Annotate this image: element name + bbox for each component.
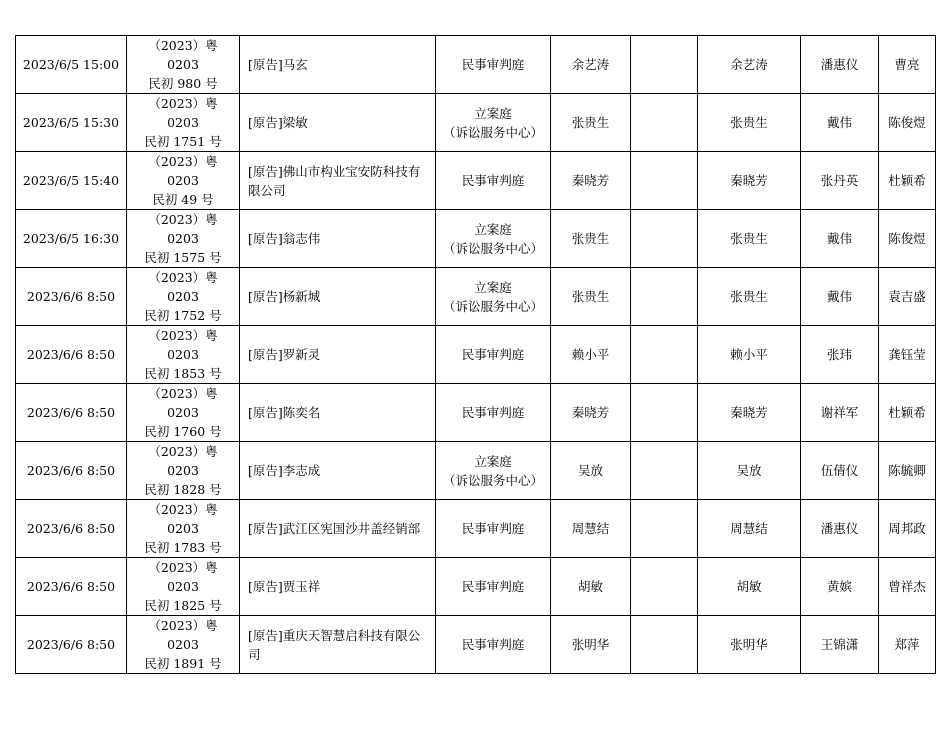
blank-cell xyxy=(631,558,698,616)
clerk-cell xyxy=(879,442,936,500)
table-body xyxy=(16,36,936,674)
presiding-judge-text: 吴放 xyxy=(736,463,762,478)
table-row xyxy=(16,442,936,500)
presiding-judge-cell xyxy=(698,616,801,674)
clerk-text: 杜颖希 xyxy=(888,173,926,188)
presiding-judge-cell xyxy=(698,558,801,616)
table-row xyxy=(16,268,936,326)
hearing-datetime-cell xyxy=(16,500,127,558)
court-cell xyxy=(436,152,551,210)
table-row xyxy=(16,36,936,94)
table-row xyxy=(16,500,936,558)
case-number-suffix: 民初 1751 号 xyxy=(144,134,222,149)
hearing-datetime-cell xyxy=(16,616,127,674)
party-text: [原告]罗新灵 xyxy=(248,347,321,362)
hearing-datetime-text: 2023/6/6 8:50 xyxy=(26,289,116,304)
presiding-judge-cell xyxy=(698,500,801,558)
judge-text: 胡敏 xyxy=(577,579,603,594)
case-number-cell xyxy=(127,326,240,384)
court-name: 民事审判庭 xyxy=(461,173,525,188)
hearing-datetime-text: 2023/6/5 15:40 xyxy=(22,173,120,188)
table-row xyxy=(16,616,936,674)
table-row xyxy=(16,384,936,442)
court-name: 民事审判庭 xyxy=(461,521,525,536)
party-cell xyxy=(240,268,436,326)
table-row xyxy=(16,94,936,152)
clerk-text: 龚钰莹 xyxy=(888,347,926,362)
hearing-datetime-text: 2023/6/6 8:50 xyxy=(26,521,116,536)
case-number-cell xyxy=(127,442,240,500)
blank-cell xyxy=(631,94,698,152)
party-cell xyxy=(240,500,436,558)
panel-member-text: 王锦潇 xyxy=(820,637,859,652)
clerk-text: 杜颖希 xyxy=(888,405,926,420)
clerk-cell xyxy=(879,500,936,558)
panel-member-cell xyxy=(801,616,879,674)
panel-member-text: 戴伟 xyxy=(826,289,852,304)
case-number-suffix: 民初 1891 号 xyxy=(144,656,222,671)
case-number-prefix: （2023）粤 0203 xyxy=(148,444,218,478)
court-name: 民事审判庭 xyxy=(461,347,525,362)
hearing-datetime-cell xyxy=(16,36,127,94)
party-text: [原告]武江区宪国沙井盖经销部 xyxy=(248,521,421,536)
court-cell xyxy=(436,210,551,268)
case-number-cell xyxy=(127,36,240,94)
judge-cell xyxy=(551,326,631,384)
clerk-text: 陈俊煜 xyxy=(888,231,926,246)
judge-cell xyxy=(551,442,631,500)
table-row xyxy=(16,326,936,384)
party-text: [原告]梁敏 xyxy=(248,115,308,130)
clerk-cell xyxy=(879,268,936,326)
clerk-cell xyxy=(879,558,936,616)
party-cell xyxy=(240,210,436,268)
case-number-cell xyxy=(127,94,240,152)
court-name: 民事审判庭 xyxy=(461,637,525,652)
judge-text: 张明华 xyxy=(571,637,610,652)
panel-member-text: 张玮 xyxy=(826,347,852,362)
clerk-cell xyxy=(879,152,936,210)
blank-cell xyxy=(631,500,698,558)
party-text: [原告]李志成 xyxy=(248,463,321,478)
panel-member-cell xyxy=(801,268,879,326)
hearing-datetime-text: 2023/6/6 8:50 xyxy=(26,347,116,362)
presiding-judge-cell xyxy=(698,36,801,94)
judge-text: 赖小平 xyxy=(571,347,610,362)
judge-cell xyxy=(551,558,631,616)
judge-cell xyxy=(551,210,631,268)
party-cell xyxy=(240,326,436,384)
party-cell xyxy=(240,442,436,500)
panel-member-cell xyxy=(801,94,879,152)
court-name: 立案庭 （诉讼服务中心） xyxy=(442,221,543,256)
blank-cell xyxy=(631,36,698,94)
court-cell xyxy=(436,616,551,674)
panel-member-text: 谢祥军 xyxy=(820,405,859,420)
clerk-text: 陈毓卿 xyxy=(888,463,926,478)
hearing-datetime-cell xyxy=(16,268,127,326)
case-number-prefix: （2023）粤 0203 xyxy=(148,38,218,72)
case-number-suffix: 民初 980 号 xyxy=(148,76,218,91)
party-cell xyxy=(240,94,436,152)
court-cell xyxy=(436,326,551,384)
party-cell xyxy=(240,36,436,94)
hearing-schedule-table xyxy=(15,35,936,674)
blank-cell xyxy=(631,210,698,268)
hearing-datetime-text: 2023/6/6 8:50 xyxy=(26,637,116,652)
clerk-cell xyxy=(879,616,936,674)
judge-text: 张贵生 xyxy=(571,289,610,304)
panel-member-cell xyxy=(801,442,879,500)
presiding-judge-text: 张明华 xyxy=(730,637,768,652)
clerk-text: 周邦政 xyxy=(888,521,926,536)
table-row xyxy=(16,152,936,210)
panel-member-text: 戴伟 xyxy=(826,115,852,130)
blank-cell xyxy=(631,326,698,384)
blank-cell xyxy=(631,442,698,500)
judge-text: 秦晓芳 xyxy=(571,173,610,188)
hearing-datetime-cell xyxy=(16,558,127,616)
case-number-cell xyxy=(127,152,240,210)
clerk-cell xyxy=(879,384,936,442)
case-number-prefix: （2023）粤 0203 xyxy=(148,270,218,304)
presiding-judge-cell xyxy=(698,384,801,442)
party-text: [原告]佛山市构业宝安防科技有限公司 xyxy=(248,163,421,198)
case-number-suffix: 民初 1760 号 xyxy=(144,424,222,439)
hearing-datetime-cell xyxy=(16,326,127,384)
judge-cell xyxy=(551,268,631,326)
court-cell xyxy=(436,500,551,558)
case-number-suffix: 民初 1825 号 xyxy=(144,598,222,613)
panel-member-cell xyxy=(801,500,879,558)
court-cell xyxy=(436,268,551,326)
presiding-judge-cell xyxy=(698,94,801,152)
judge-text: 余艺涛 xyxy=(571,57,610,72)
party-cell xyxy=(240,558,436,616)
panel-member-text: 伍倩仪 xyxy=(820,463,859,478)
panel-member-text: 潘惠仪 xyxy=(820,57,859,72)
blank-cell xyxy=(631,268,698,326)
court-cell xyxy=(436,94,551,152)
judge-cell xyxy=(551,152,631,210)
table-row xyxy=(16,210,936,268)
presiding-judge-text: 张贵生 xyxy=(730,289,768,304)
case-number-prefix: （2023）粤 0203 xyxy=(148,212,218,246)
judge-text: 周慧结 xyxy=(571,521,610,536)
presiding-judge-cell xyxy=(698,268,801,326)
table-row xyxy=(16,558,936,616)
court-name: 民事审判庭 xyxy=(461,579,525,594)
panel-member-cell xyxy=(801,36,879,94)
court-name: 立案庭 （诉讼服务中心） xyxy=(442,105,543,140)
case-number-suffix: 民初 1828 号 xyxy=(144,482,222,497)
clerk-text: 郑萍 xyxy=(894,637,920,652)
case-number-cell xyxy=(127,268,240,326)
panel-member-cell xyxy=(801,152,879,210)
presiding-judge-text: 赖小平 xyxy=(730,347,768,362)
hearing-datetime-text: 2023/6/5 15:00 xyxy=(22,57,120,72)
presiding-judge-text: 余艺涛 xyxy=(730,57,768,72)
hearing-datetime-cell xyxy=(16,94,127,152)
hearing-datetime-cell xyxy=(16,152,127,210)
judge-text: 吴放 xyxy=(577,463,603,478)
panel-member-cell xyxy=(801,384,879,442)
court-name: 立案庭 （诉讼服务中心） xyxy=(442,279,543,314)
clerk-text: 曹亮 xyxy=(894,57,920,72)
party-text: [原告]贾玉祥 xyxy=(248,579,321,594)
hearing-datetime-cell xyxy=(16,210,127,268)
case-number-suffix: 民初 1752 号 xyxy=(144,308,222,323)
hearing-datetime-text: 2023/6/6 8:50 xyxy=(26,405,116,420)
hearing-datetime-text: 2023/6/6 8:50 xyxy=(26,579,116,594)
presiding-judge-cell xyxy=(698,210,801,268)
panel-member-text: 潘惠仪 xyxy=(820,521,859,536)
party-cell xyxy=(240,152,436,210)
presiding-judge-text: 周慧结 xyxy=(730,521,768,536)
hearing-datetime-cell xyxy=(16,442,127,500)
party-text: [原告]翁志伟 xyxy=(248,231,321,246)
panel-member-text: 黄嫔 xyxy=(826,579,852,594)
hearing-datetime-text: 2023/6/5 16:30 xyxy=(22,231,120,246)
presiding-judge-cell xyxy=(698,326,801,384)
presiding-judge-text: 秦晓芳 xyxy=(730,405,768,420)
judge-cell xyxy=(551,384,631,442)
hearing-datetime-text: 2023/6/6 8:50 xyxy=(26,463,116,478)
judge-text: 秦晓芳 xyxy=(571,405,610,420)
case-number-suffix: 民初 1783 号 xyxy=(144,540,222,555)
clerk-cell xyxy=(879,94,936,152)
judge-text: 张贵生 xyxy=(571,231,610,246)
presiding-judge-text: 张贵生 xyxy=(730,115,768,130)
court-cell xyxy=(436,442,551,500)
presiding-judge-text: 胡敏 xyxy=(736,579,762,594)
party-text: [原告]重庆天智慧启科技有限公司 xyxy=(248,627,421,662)
judge-cell xyxy=(551,36,631,94)
case-number-prefix: （2023）粤 0203 xyxy=(148,154,218,188)
case-number-prefix: （2023）粤 0203 xyxy=(148,618,218,652)
clerk-text: 曾祥杰 xyxy=(888,579,926,594)
court-cell xyxy=(436,36,551,94)
panel-member-cell xyxy=(801,558,879,616)
presiding-judge-text: 张贵生 xyxy=(730,231,768,246)
case-number-suffix: 民初 49 号 xyxy=(152,192,214,207)
party-cell xyxy=(240,384,436,442)
case-number-cell xyxy=(127,210,240,268)
case-number-prefix: （2023）粤 0203 xyxy=(148,560,218,594)
panel-member-cell xyxy=(801,326,879,384)
presiding-judge-cell xyxy=(698,442,801,500)
case-number-prefix: （2023）粤 0203 xyxy=(148,96,218,130)
party-cell xyxy=(240,616,436,674)
judge-cell xyxy=(551,616,631,674)
case-number-suffix: 民初 1575 号 xyxy=(144,250,222,265)
blank-cell xyxy=(631,616,698,674)
case-number-cell xyxy=(127,500,240,558)
clerk-text: 袁吉盛 xyxy=(888,289,926,304)
case-number-prefix: （2023）粤 0203 xyxy=(148,328,218,362)
clerk-cell xyxy=(879,326,936,384)
court-cell xyxy=(436,384,551,442)
court-name: 民事审判庭 xyxy=(461,405,525,420)
panel-member-text: 张丹英 xyxy=(820,173,859,188)
blank-cell xyxy=(631,384,698,442)
case-number-cell xyxy=(127,616,240,674)
case-number-prefix: （2023）粤 0203 xyxy=(148,386,218,420)
case-number-cell xyxy=(127,384,240,442)
clerk-cell xyxy=(879,210,936,268)
blank-cell xyxy=(631,152,698,210)
party-text: [原告]马玄 xyxy=(248,57,308,72)
party-text: [原告]杨新城 xyxy=(248,289,321,304)
hearing-datetime-text: 2023/6/5 15:30 xyxy=(22,115,120,130)
case-number-suffix: 民初 1853 号 xyxy=(144,366,222,381)
case-number-cell xyxy=(127,558,240,616)
presiding-judge-text: 秦晓芳 xyxy=(730,173,768,188)
case-number-prefix: （2023）粤 0203 xyxy=(148,502,218,536)
judge-cell xyxy=(551,94,631,152)
judge-text: 张贵生 xyxy=(571,115,610,130)
panel-member-cell xyxy=(801,210,879,268)
judge-cell xyxy=(551,500,631,558)
clerk-cell xyxy=(879,36,936,94)
court-cell xyxy=(436,558,551,616)
panel-member-text: 戴伟 xyxy=(826,231,852,246)
party-text: [原告]陈奕名 xyxy=(248,405,321,420)
presiding-judge-cell xyxy=(698,152,801,210)
court-name: 民事审判庭 xyxy=(461,57,525,72)
clerk-text: 陈俊煜 xyxy=(888,115,926,130)
hearing-datetime-cell xyxy=(16,384,127,442)
court-name: 立案庭 （诉讼服务中心） xyxy=(442,453,543,488)
